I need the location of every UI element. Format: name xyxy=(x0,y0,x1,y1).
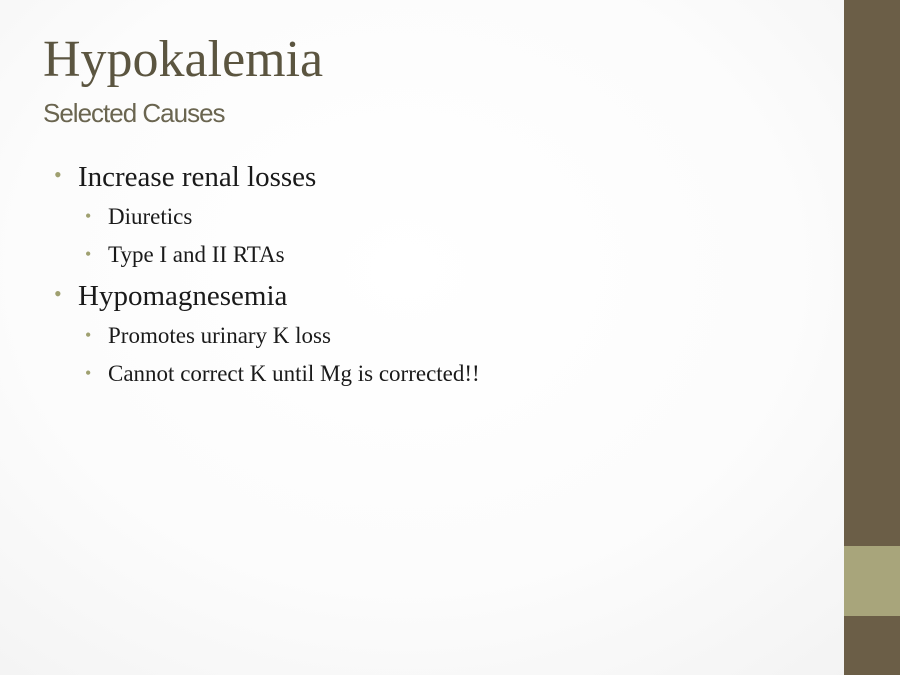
bullet-icon: • xyxy=(54,281,62,306)
bullet-icon: • xyxy=(54,162,62,187)
bullet-icon: • xyxy=(85,244,92,264)
bullet-text: Hypomagnesemia xyxy=(78,280,288,312)
slide-subtitle: Selected Causes xyxy=(43,98,225,128)
sub-bullet-item xyxy=(85,240,285,270)
bullet-icon: • xyxy=(85,325,92,345)
bullet-item xyxy=(54,159,317,195)
sub-bullet-text: Type I and II RTAs xyxy=(108,242,285,267)
bullet-icon: • xyxy=(85,206,92,226)
bullet-item xyxy=(54,278,288,314)
sub-bullet-text: Promotes urinary K loss xyxy=(108,323,331,348)
sub-bullet-text: Cannot correct K until Mg is corrected!! xyxy=(108,361,480,386)
sub-bullet-item xyxy=(85,359,480,389)
bullet-icon: • xyxy=(85,363,92,383)
sub-bullet-item xyxy=(85,202,193,232)
bullet-text: Increase renal losses xyxy=(78,161,317,193)
sub-bullet-item xyxy=(85,321,331,351)
decorative-sidebar xyxy=(844,0,900,675)
sidebar-accent-block xyxy=(844,546,900,616)
sub-bullet-text: Diuretics xyxy=(108,204,193,229)
slide-title: Hypokalemia xyxy=(43,31,324,88)
